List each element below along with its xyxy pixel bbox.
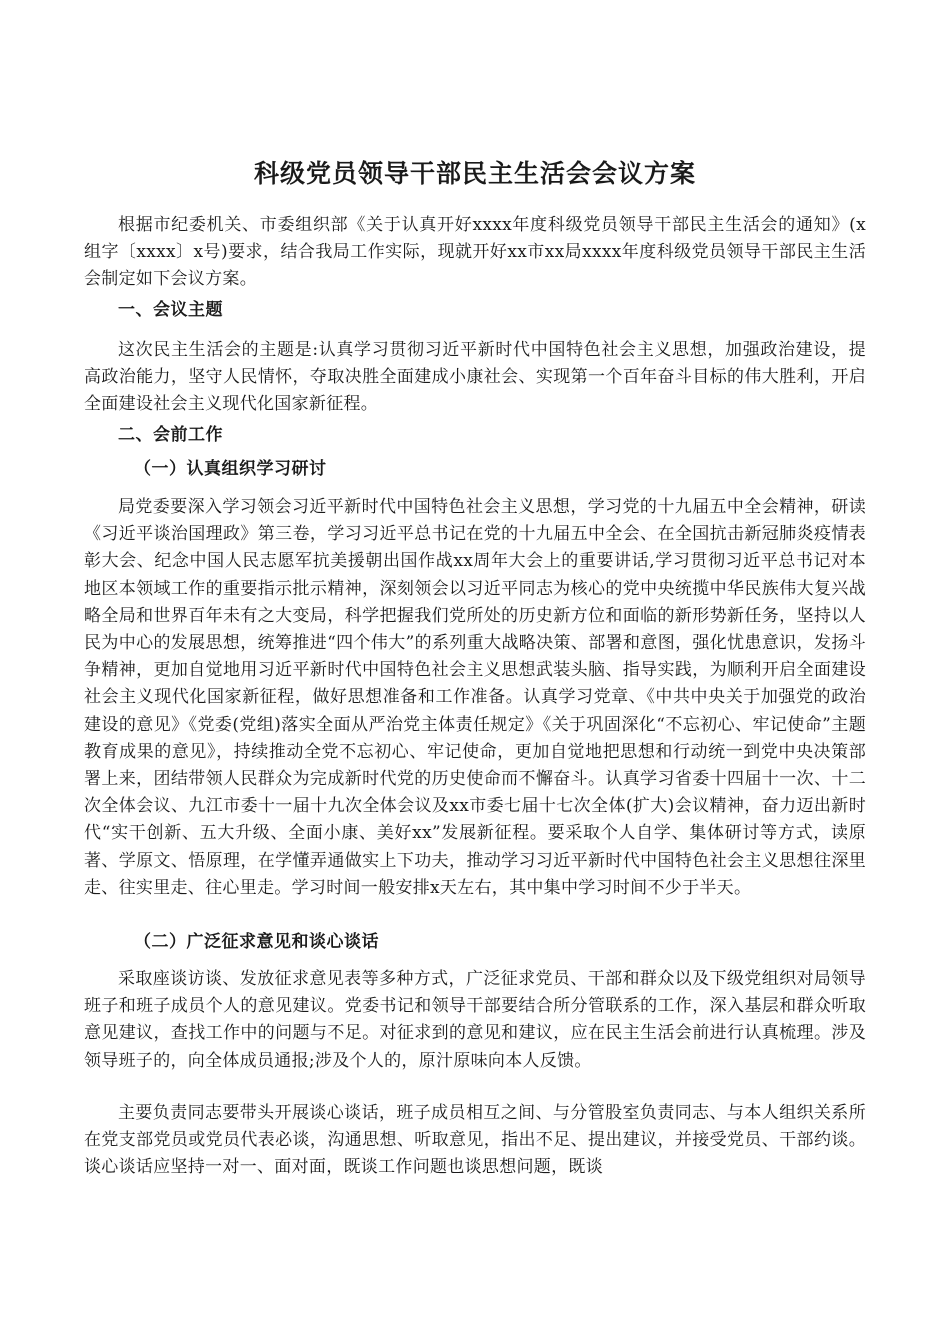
intro-paragraph: 根据市纪委机关、市委组织部《关于认真开好xxxx年度科级党员领导干部民主生活会的通知》(x组字〔xxxx〕x号)要求，结合我局工作实际，现就开好xx市xx局xxxx年度科级党员领导干部民主生活会制定如下会议方案。 xyxy=(84,215,866,290)
talks-paragraph: 主要负责同志要带头开展谈心谈话，班子成员相互之间、与分管股室负责同志、与本人组织关系所在党支部党员或党员代表必谈，沟通思想、听取意见，指出不足、提出建议，并接受党员、干部约谈。谈心谈话应坚持一对一、面对面，既谈工作问题也谈思想问题，既谈 xyxy=(84,1103,866,1178)
theme-paragraph: 这次民主生活会的主题是:认真学习贯彻习近平新时代中国特色社会主义思想，加强政治建设，提高政治能力，坚守人民情怀，夺取决胜全面建成小康社会、实现第一个百年奋斗目标的伟大胜利，开启全面建设社会主义现代化国家新征程。 xyxy=(84,340,866,415)
study-paragraph: 局党委要深入学习领会习近平新时代中国特色社会主义思想，学习党的十九届五中全会精神，研读《习近平谈治国理政》第三卷，学习习近平总书记在党的十九届五中全会、在全国抗击新冠肺炎疫情表彰大会、纪念中国人民志愿军抗美援朝出国作战xx周年大会上的重要讲话,学习贯彻习近平总书记对本地区本领域工作的重要指示批示精神，深刻领会以习近平同志为核心的党中央统揽中华民族伟大复兴战略全局和世界百年未有之大变局，科学把握我们党所处的历史新方位和面临的新形势新任务，坚持以人民为中心的发展思想，统筹推进“四个伟大”的系列重大战略决策、部署和意图，强化忧患意识，发扬斗争精神，更加自觉地用习近平新时代中国特色社会主义思想武装头脑、指导实践，为顺利开启全面建设社会主义现代化国家新征程，做好思想准备和工作准备。认真学习党章、《中共中央关于加强党的政治建设的意见》《党委(党组)落实全面从严治党主体责任规定》《关于巩固深化“不忘初心、牢记使命”主题教育成果的意见》，持续推动全党不忘初心、牢记使命，更加自觉地把思想和行动统一到党中央决策部署上来，团结带领人民群众为完成新时代党的历史使命而不懈奋斗。认真学习省委十四届十一次、十二次全体会议、九江市委十一届十九次全体会议及xx市委七届十七次全体(扩大)会议精神，奋力迈出新时代“实干创新、五大升级、全面小康、美好xx”发展新征程。要采取个人自学、集体研讨等方式，读原著、学原文、悟原理，在学懂弄通做实上下功夫，推动学习习近平新时代中国特色社会主义思想往深里走、往实里走、往心里走。学习时间一般安排x天左右，其中集中学习时间不少于半天。 xyxy=(84,497,866,898)
subsection-heading-opinions: （二）广泛征求意见和谈心谈话 xyxy=(134,932,379,952)
document-title: 科级党员领导干部民主生活会会议方案 xyxy=(253,159,696,188)
opinions-paragraph: 采取座谈访谈、发放征求意见表等多种方式，广泛征求党员、干部和群众以及下级党组织对局领导班子和班子成员个人的意见建议。党委书记和领导干部要结合所分管联系的工作，深入基层和群众听取意见建议，查找工作中的问题与不足。对征求到的意见和建议，应在民主生活会前进行认真梳理。涉及领导班子的，向全体成员通报;涉及个人的，原汁原味向本人反馈。 xyxy=(84,969,866,1071)
section-heading-theme: 一、会议主题 xyxy=(118,300,223,320)
subsection-heading-study: （一）认真组织学习研讨 xyxy=(134,459,327,479)
section-heading-preparation: 二、会前工作 xyxy=(118,425,223,445)
